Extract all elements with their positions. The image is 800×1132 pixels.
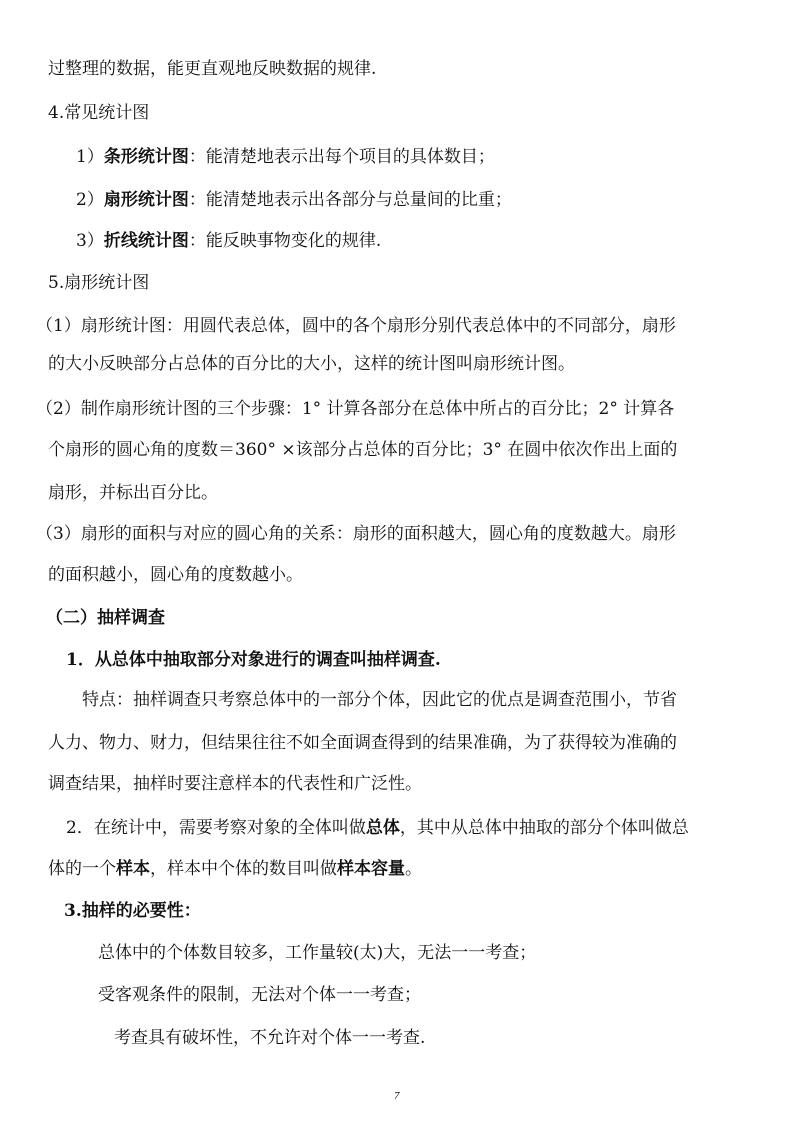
list-item <box>76 229 381 253</box>
term: 折线统计图 <box>103 231 189 251</box>
text-line: 人力、物力、财力，但结果往往不如全面调查得到的结果准确，为了获得较为准确的 <box>48 733 677 753</box>
list-item <box>76 188 512 212</box>
text-line <box>48 857 422 881</box>
text-line: 的大小反映部分占总体的百分比的大小，这样的统计图叫扇形统计图。 <box>48 354 575 374</box>
item-number: 3） <box>76 231 104 251</box>
term: 扇形统计图 <box>103 190 189 210</box>
item-text: ：能清楚地表示出每个项目的具体数目； <box>188 147 495 167</box>
text-line <box>66 816 689 840</box>
text-line: 受客观条件的限制，无法对个体一一考查； <box>98 985 421 1005</box>
text-line: 特点：抽样调查只考察总体中的一部分个体，因此它的优点是调查范围小，节省 <box>82 690 677 710</box>
definition-heading: 1．从总体中抽取部分对象进行的调查叫抽样调查. <box>66 650 441 670</box>
text-line: 调查结果，抽样时要注意样本的代表性和广泛性。 <box>48 774 422 794</box>
text-line: （2）制作扇形统计图的三个步骤：1° 计算各部分在总体中所占的百分比；2° 计算各 <box>36 399 675 419</box>
item-text: ：能清楚地表示出各部分与总量间的比重； <box>188 190 512 210</box>
item-text: ：能反映事物变化的规律. <box>188 231 382 251</box>
text-line: 总体中的个体数目较多，工作量较(太)大，无法一一考查； <box>98 943 537 963</box>
section-heading: 4.常见统计图 <box>48 103 150 123</box>
text-span: 2．在统计中，需要考察对象的全体叫做 <box>66 818 366 838</box>
text-line: 考查具有破坏性，不允许对个体一一考查. <box>114 1028 426 1048</box>
text-line: （1）扇形统计图：用圆代表总体，圆中的各个扇形分别代表总体中的不同部分，扇形 <box>36 316 676 336</box>
text-span: ，其中从总体中抽取的部分个体叫做总 <box>399 818 689 838</box>
item-number: 1） <box>76 147 104 167</box>
item-number: 2） <box>76 190 104 210</box>
term: 条形统计图 <box>103 147 189 167</box>
text-line: 过整理的数据，能更直观地反映数据的规律. <box>48 59 377 79</box>
term: 样本容量 <box>337 859 405 879</box>
term: 样本 <box>116 859 150 879</box>
page-number: 7 <box>394 1090 400 1102</box>
term: 总体 <box>365 818 400 838</box>
text-span: 体的一个 <box>48 859 116 879</box>
text-span: ，样本中个体的数目叫做 <box>150 859 337 879</box>
text-line: 扇形，并标出百分比。 <box>48 483 218 503</box>
text-line: 的面积越小，圆心角的度数越小。 <box>48 565 303 585</box>
text-line: （3）扇形的面积与对应的圆心角的关系：扇形的面积越大，圆心角的度数越大。扇形 <box>36 524 676 544</box>
text-span: 。 <box>405 859 422 879</box>
text-line: 个扇形的圆心角的度数＝360° ×该部分占总体的百分比；3° 在圆中依次作出上面的 <box>48 440 678 460</box>
section-heading: 3.抽样的必要性： <box>64 901 201 921</box>
section-heading: （二）抽样调查 <box>46 608 165 628</box>
list-item <box>76 145 495 169</box>
section-heading: 5.扇形统计图 <box>48 273 150 293</box>
